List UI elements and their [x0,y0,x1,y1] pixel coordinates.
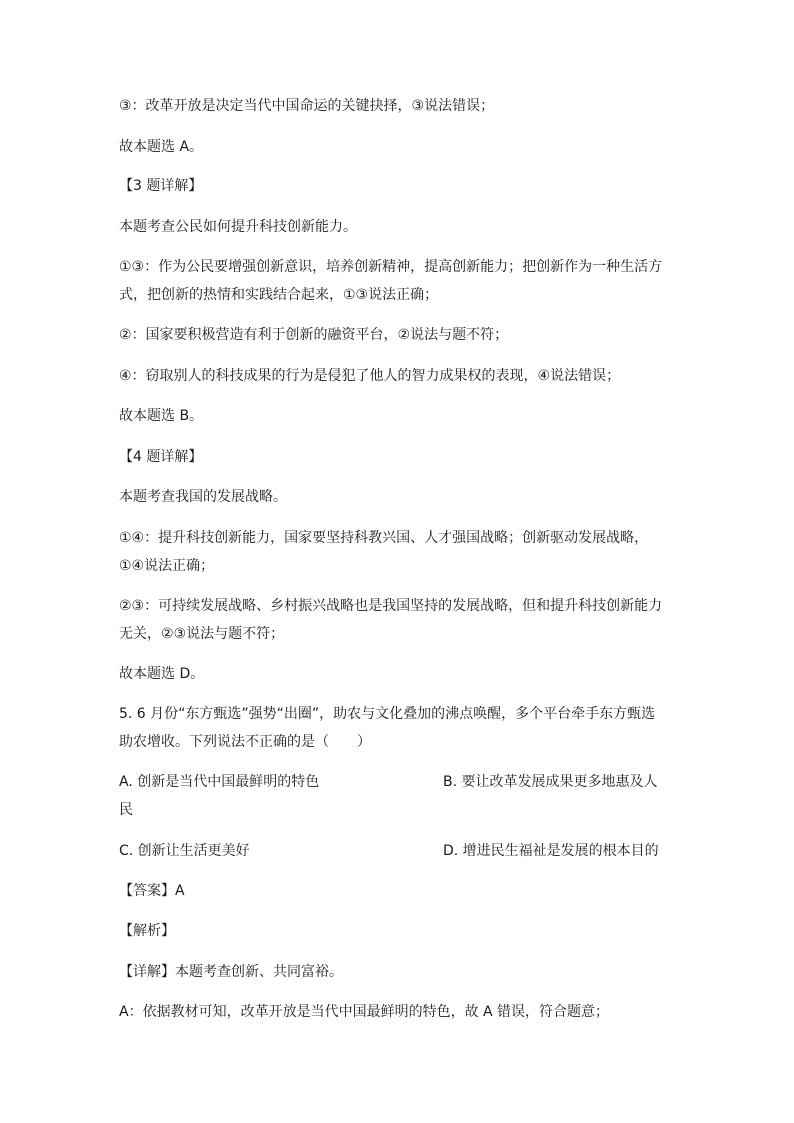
option-a: A. 创新是当代中国最鲜明的特色 [119,774,320,790]
section-heading: 【3 题详解】 [119,178,203,194]
text-line: ①④：提升科技创新能力，国家要坚持科教兴国、人才强国战略；创新驱动发展战略， [119,530,649,546]
option-b: B. 要让改革发展成果更多地惠及人 [443,774,658,790]
text-line: A：依据教材可知，改革开放是当代中国最鲜明的特色，故 A 错误，符合题意； [119,1004,610,1020]
text-line: ②：国家要积极营造有利于创新的融资平台，②说法与题不符； [119,327,509,343]
text-line: ①④说法正确； [119,558,215,574]
detail-line: 【详解】本题考查创新、共同富裕。 [119,964,343,980]
option-d: D. 增进民生福祉是发展的根本目的 [443,843,659,859]
question-text: 5. 6 月份“东方甄选”强势“出圈”，助农与文化叠加的沸点唤醒，多个平台牵手东方甄选 [119,706,656,722]
text-line: 本题考查我国的发展战略。 [119,489,287,505]
text-line: 无关，②③说法与题不符； [119,626,285,642]
text-line: 故本题选 D。 [119,666,205,682]
text-line: ③：改革开放是决定当代中国命运的关键抉择，③说法错误； [119,98,495,114]
analysis-heading: 【解析】 [119,923,175,939]
text-line: ②③：可持续发展战略、乡村振兴战略也是我国坚持的发展战略，但和提升科技创新能力 [119,598,663,614]
text-line: 式，把创新的热情和实践结合起来，①③说法正确； [119,287,439,303]
text-line: 故本题选 B。 [119,408,204,424]
text-line: 本题考查公民如何提升科技创新能力。 [119,219,357,235]
answer-label: 【答案】A [119,883,185,899]
text-line: ④：窃取别人的科技成果的行为是侵犯了他人的智力成果权的表现，④说法错误； [119,368,621,384]
section-heading: 【4 题详解】 [119,449,203,465]
text-line: ①③：作为公民要增强创新意识，培养创新精神，提高创新能力；把创新作为一种生活方 [119,259,663,275]
text-line: 故本题选 A。 [119,139,204,155]
option-b-continued: 民 [119,802,133,818]
option-c: C. 创新让生活更美好 [119,843,250,859]
question-text: 助农增收。下列说法不正确的是（ ） [119,734,371,750]
